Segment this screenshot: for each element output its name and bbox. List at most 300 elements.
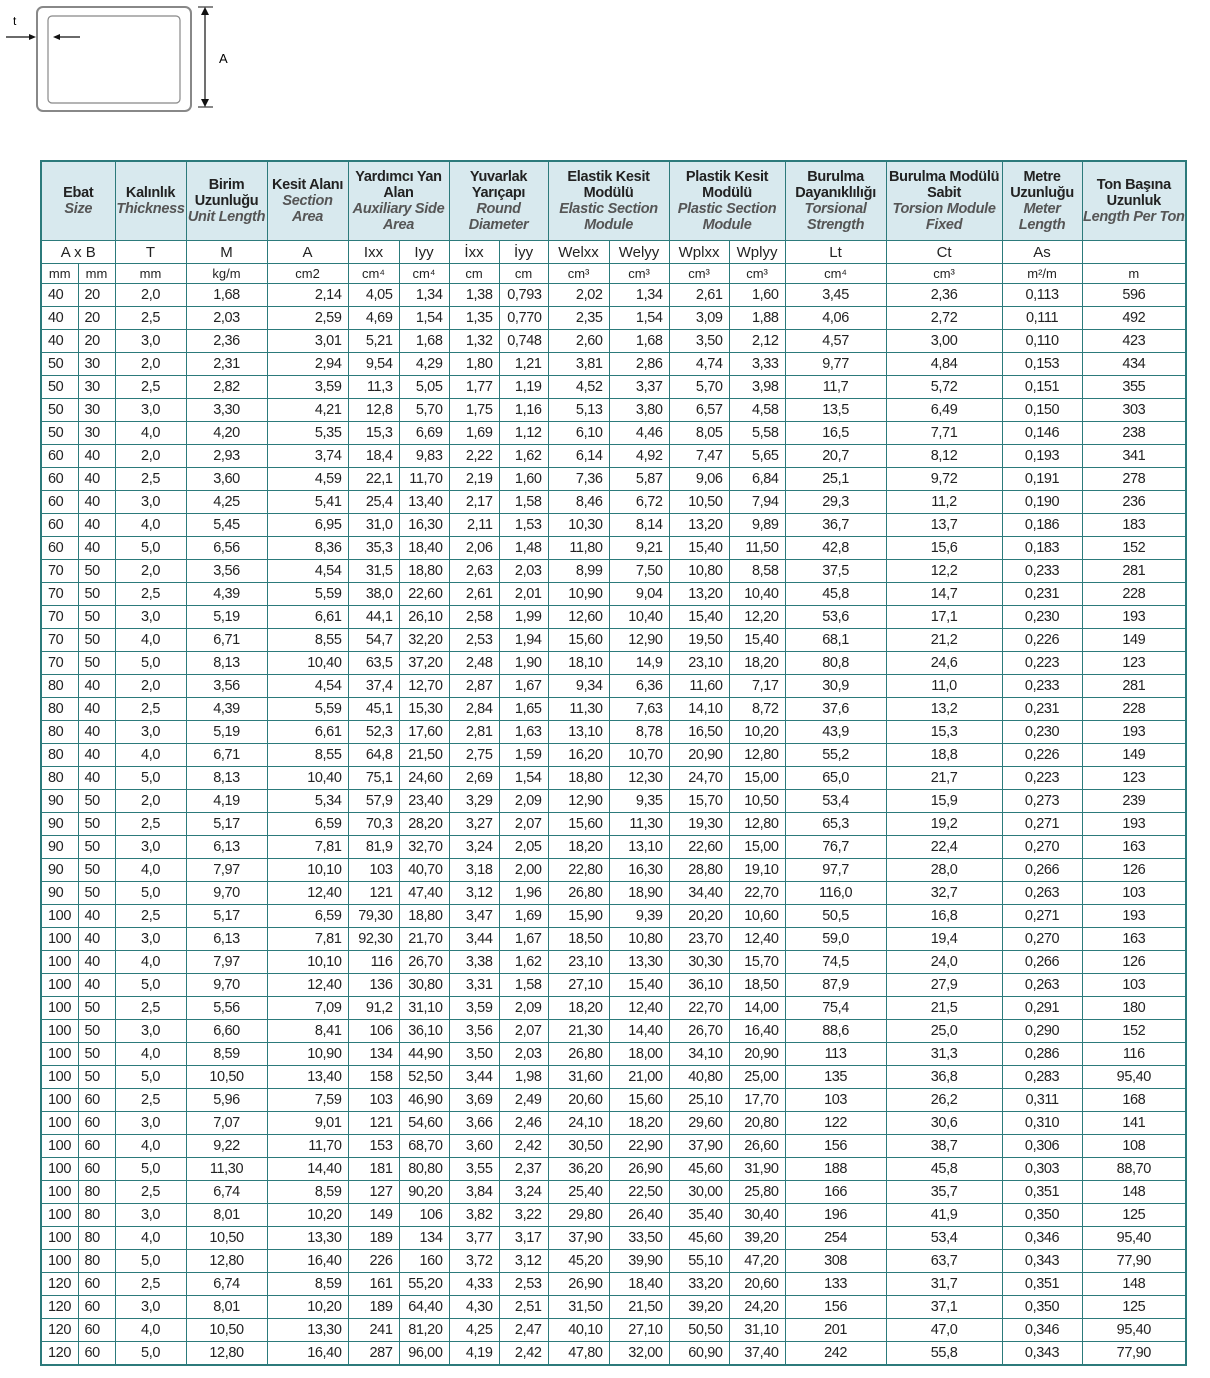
table-cell: 160 — [399, 1250, 449, 1273]
table-cell: 8,46 — [548, 491, 609, 514]
table-cell: 2,5 — [115, 997, 186, 1020]
table-cell: 53,6 — [785, 606, 886, 629]
table-cell: 4,0 — [115, 1135, 186, 1158]
table-cell: 2,75 — [449, 744, 499, 767]
table-cell: 5,72 — [886, 376, 1002, 399]
table-cell: 64,8 — [348, 744, 399, 767]
table-cell: 3,56 — [449, 1020, 499, 1043]
table-cell: 2,31 — [186, 353, 267, 376]
table-cell: 0,230 — [1002, 721, 1082, 744]
table-cell: 0,271 — [1002, 905, 1082, 928]
table-cell: 5,0 — [115, 767, 186, 790]
table-row — [41, 1112, 1186, 1135]
table-cell: 18,10 — [548, 652, 609, 675]
table-cell: 0,153 — [1002, 353, 1082, 376]
table-cell: 158 — [348, 1066, 399, 1089]
table-cell: 10,90 — [548, 583, 609, 606]
table-cell: 6,60 — [186, 1020, 267, 1043]
table-cell: 40 — [78, 468, 115, 491]
table-cell: 8,05 — [669, 422, 729, 445]
table-cell: 0,271 — [1002, 813, 1082, 836]
table-cell: 46,90 — [399, 1089, 449, 1112]
table-cell: 6,61 — [267, 721, 348, 744]
table-cell: 1,59 — [499, 744, 548, 767]
table-cell: 1,69 — [499, 905, 548, 928]
table-cell: 5,70 — [399, 399, 449, 422]
table-cell: 3,69 — [449, 1089, 499, 1112]
table-cell: 44,90 — [399, 1043, 449, 1066]
table-cell: 166 — [785, 1181, 886, 1204]
table-cell: 96,00 — [399, 1342, 449, 1366]
table-cell: 50 — [41, 376, 78, 399]
table-cell: 4,59 — [267, 468, 348, 491]
table-cell: 5,19 — [186, 721, 267, 744]
table-cell: 4,0 — [115, 422, 186, 445]
table-cell: 8,13 — [186, 767, 267, 790]
table-cell: 193 — [1082, 813, 1186, 836]
table-cell: 60 — [78, 1089, 115, 1112]
table-cell: 196 — [785, 1204, 886, 1227]
table-cell: 125 — [1082, 1296, 1186, 1319]
table-cell: 6,72 — [609, 491, 669, 514]
table-cell: 9,39 — [609, 905, 669, 928]
table-cell: 12,8 — [348, 399, 399, 422]
table-cell: 287 — [348, 1342, 399, 1366]
table-cell: 18,4 — [348, 445, 399, 468]
table-cell: 90 — [41, 859, 78, 882]
table-cell: 126 — [1082, 951, 1186, 974]
table-cell: 19,30 — [669, 813, 729, 836]
table-row — [41, 537, 1186, 560]
table-cell: 10,40 — [609, 606, 669, 629]
table-row — [41, 767, 1186, 790]
table-cell: 33,20 — [669, 1273, 729, 1296]
table-cell: 6,74 — [186, 1273, 267, 1296]
table-cell: 0,290 — [1002, 1020, 1082, 1043]
table-row — [41, 997, 1186, 1020]
table-cell: 6,56 — [186, 537, 267, 560]
table-cell: 278 — [1082, 468, 1186, 491]
table-cell: 189 — [348, 1227, 399, 1250]
table-cell: 18,80 — [399, 560, 449, 583]
table-cell: 25,4 — [348, 491, 399, 514]
table-cell: 341 — [1082, 445, 1186, 468]
table-cell: 1,77 — [449, 376, 499, 399]
table-cell: 0,770 — [499, 307, 548, 330]
table-cell: 5,58 — [729, 422, 785, 445]
table-cell: 6,49 — [886, 399, 1002, 422]
table-cell: 15,30 — [399, 698, 449, 721]
table-row — [41, 721, 1186, 744]
table-cell: 1,67 — [499, 928, 548, 951]
table-cell: 3,50 — [449, 1043, 499, 1066]
table-cell: 10,20 — [729, 721, 785, 744]
table-cell: 60 — [78, 1112, 115, 1135]
table-cell: 10,50 — [186, 1066, 267, 1089]
table-cell: 23,70 — [669, 928, 729, 951]
table-cell: 1,68 — [399, 330, 449, 353]
table-cell: 60 — [78, 1135, 115, 1158]
table-cell: 5,96 — [186, 1089, 267, 1112]
table-cell: 42,8 — [785, 537, 886, 560]
table-cell: 1,12 — [499, 422, 548, 445]
table-cell: 3,29 — [449, 790, 499, 813]
inner-profile-outline — [48, 16, 180, 103]
table-cell: 20,60 — [729, 1273, 785, 1296]
table-cell: 10,50 — [729, 790, 785, 813]
table-cell: 149 — [1082, 744, 1186, 767]
table-cell: 4,46 — [609, 422, 669, 445]
table-cell: 80 — [41, 698, 78, 721]
table-cell: 77,90 — [1082, 1250, 1186, 1273]
table-cell: 50 — [41, 353, 78, 376]
table-cell: 37,90 — [548, 1227, 609, 1250]
header-section-area: Kesit Alanı Section Area — [267, 161, 348, 241]
table-cell: 11,7 — [785, 376, 886, 399]
table-cell: 33,50 — [609, 1227, 669, 1250]
table-cell: 43,9 — [785, 721, 886, 744]
table-cell: 8,13 — [186, 652, 267, 675]
table-cell: 76,7 — [785, 836, 886, 859]
table-cell: 2,5 — [115, 1181, 186, 1204]
table-cell: 4,20 — [186, 422, 267, 445]
symbol-cell: Wplxx — [669, 241, 729, 264]
table-cell: 10,70 — [609, 744, 669, 767]
table-cell: 9,54 — [348, 353, 399, 376]
table-cell: 32,00 — [609, 1342, 669, 1366]
table-cell: 163 — [1082, 836, 1186, 859]
table-cell: 2,49 — [499, 1089, 548, 1112]
table-cell: 193 — [1082, 905, 1186, 928]
table-cell: 2,5 — [115, 1089, 186, 1112]
table-cell: 2,0 — [115, 353, 186, 376]
table-cell: 3,37 — [609, 376, 669, 399]
table-cell: 1,69 — [449, 422, 499, 445]
table-cell: 80 — [41, 675, 78, 698]
table-cell: 254 — [785, 1227, 886, 1250]
table-cell: 2,09 — [499, 997, 548, 1020]
table-cell: 32,70 — [399, 836, 449, 859]
table-row — [41, 1066, 1186, 1089]
table-cell: 3,56 — [186, 560, 267, 583]
table-cell: 125 — [1082, 1204, 1186, 1227]
table-cell: 12,80 — [729, 813, 785, 836]
table-cell: 22,90 — [609, 1135, 669, 1158]
table-cell: 3,82 — [449, 1204, 499, 1227]
table-row — [41, 1181, 1186, 1204]
table-cell: 3,50 — [669, 330, 729, 353]
table-cell: 5,56 — [186, 997, 267, 1020]
t-arrow-right-head — [53, 34, 60, 40]
table-cell: 181 — [348, 1158, 399, 1181]
table-cell: 2,59 — [267, 307, 348, 330]
table-cell: 24,70 — [669, 767, 729, 790]
table-cell: 1,58 — [499, 974, 548, 997]
table-row — [41, 1296, 1186, 1319]
table-cell: 149 — [1082, 629, 1186, 652]
table-cell: 2,87 — [449, 675, 499, 698]
table-cell: 20,90 — [729, 1043, 785, 1066]
table-cell: 0,286 — [1002, 1043, 1082, 1066]
table-cell: 2,03 — [499, 560, 548, 583]
table-row — [41, 1158, 1186, 1181]
table-cell: 3,0 — [115, 1296, 186, 1319]
table-cell: 1,58 — [499, 491, 548, 514]
table-cell: 434 — [1082, 353, 1186, 376]
table-cell: 2,5 — [115, 583, 186, 606]
table-cell: 25,00 — [729, 1066, 785, 1089]
table-cell: 20 — [78, 330, 115, 353]
table-cell: 6,59 — [267, 813, 348, 836]
table-cell: 45,8 — [785, 583, 886, 606]
table-cell: 8,12 — [886, 445, 1002, 468]
table-cell: 100 — [41, 928, 78, 951]
table-cell: 25,10 — [669, 1089, 729, 1112]
table-cell: 2,01 — [499, 583, 548, 606]
table-cell: 5,41 — [267, 491, 348, 514]
table-cell: 492 — [1082, 307, 1186, 330]
table-cell: 13,10 — [548, 721, 609, 744]
table-cell: 31,10 — [399, 997, 449, 1020]
table-cell: 16,20 — [548, 744, 609, 767]
table-cell: 2,5 — [115, 905, 186, 928]
table-cell: 100 — [41, 951, 78, 974]
table-cell: 0,183 — [1002, 537, 1082, 560]
table-cell: 7,09 — [267, 997, 348, 1020]
table-cell: 3,00 — [886, 330, 1002, 353]
table-cell: 2,03 — [499, 1043, 548, 1066]
table-cell: 2,36 — [186, 330, 267, 353]
table-cell: 4,19 — [186, 790, 267, 813]
table-cell: 39,20 — [669, 1296, 729, 1319]
table-cell: 31,10 — [729, 1319, 785, 1342]
table-cell: 0,346 — [1002, 1227, 1082, 1250]
table-cell: 50 — [78, 813, 115, 836]
table-cell: 156 — [785, 1296, 886, 1319]
table-cell: 50 — [78, 560, 115, 583]
table-row — [41, 1089, 1186, 1112]
table-cell: 10,40 — [729, 583, 785, 606]
table-cell: 15,90 — [548, 905, 609, 928]
table-cell: 122 — [785, 1112, 886, 1135]
table-cell: 40,10 — [548, 1319, 609, 1342]
table-cell: 19,4 — [886, 928, 1002, 951]
table-cell: 5,0 — [115, 882, 186, 905]
table-cell: 1,62 — [499, 445, 548, 468]
table-cell: 4,30 — [449, 1296, 499, 1319]
table-cell: 0,186 — [1002, 514, 1082, 537]
table-cell: 2,02 — [548, 284, 609, 307]
profile-diagram — [0, 0, 260, 120]
table-cell: 2,36 — [886, 284, 1002, 307]
table-cell: 2,58 — [449, 606, 499, 629]
table-cell: 45,20 — [548, 1250, 609, 1273]
table-cell: 239 — [1082, 790, 1186, 813]
table-cell: 2,5 — [115, 376, 186, 399]
unit-cell: kg/m — [186, 264, 267, 284]
table-cell: 2,63 — [449, 560, 499, 583]
table-cell: 308 — [785, 1250, 886, 1273]
table-cell: 70 — [41, 629, 78, 652]
table-cell: 11,30 — [186, 1158, 267, 1181]
table-cell: 2,37 — [499, 1158, 548, 1181]
table-cell: 31,50 — [548, 1296, 609, 1319]
table-cell: 40 — [78, 537, 115, 560]
table-cell: 90 — [41, 790, 78, 813]
table-cell: 29,80 — [548, 1204, 609, 1227]
table-cell: 4,84 — [886, 353, 1002, 376]
table-row — [41, 1342, 1186, 1366]
table-cell: 55,2 — [785, 744, 886, 767]
table-cell: 6,95 — [267, 514, 348, 537]
table-cell: 108 — [1082, 1135, 1186, 1158]
table-cell: 10,10 — [267, 859, 348, 882]
table-cell: 32,20 — [399, 629, 449, 652]
table-cell: 80,8 — [785, 652, 886, 675]
table-cell: 0,270 — [1002, 928, 1082, 951]
table-cell: 18,50 — [548, 928, 609, 951]
table-cell: 5,0 — [115, 1066, 186, 1089]
table-cell: 2,06 — [449, 537, 499, 560]
table-cell: 50 — [78, 1043, 115, 1066]
table-cell: 50 — [78, 997, 115, 1020]
table-cell: 29,60 — [669, 1112, 729, 1135]
table-cell: 11,80 — [548, 537, 609, 560]
table-cell: 63,7 — [886, 1250, 1002, 1273]
table-cell: 0,223 — [1002, 767, 1082, 790]
table-cell: 22,60 — [399, 583, 449, 606]
table-cell: 1,65 — [499, 698, 548, 721]
table-cell: 36,7 — [785, 514, 886, 537]
table-row — [41, 468, 1186, 491]
table-cell: 2,17 — [449, 491, 499, 514]
table-cell: 7,94 — [729, 491, 785, 514]
table-cell: 25,1 — [785, 468, 886, 491]
table-cell: 423 — [1082, 330, 1186, 353]
table-cell: 12,80 — [729, 744, 785, 767]
table-cell: 70,3 — [348, 813, 399, 836]
table-row — [41, 905, 1186, 928]
table-cell: 156 — [785, 1135, 886, 1158]
table-cell: 0,191 — [1002, 468, 1082, 491]
table-row — [41, 1250, 1186, 1273]
table-cell: 30,9 — [785, 675, 886, 698]
table-row — [41, 836, 1186, 859]
table-cell: 4,92 — [609, 445, 669, 468]
table-cell: 6,71 — [186, 629, 267, 652]
symbol-cell: Wplyy — [729, 241, 785, 264]
table-cell: 22,80 — [548, 859, 609, 882]
table-cell: 22,4 — [886, 836, 1002, 859]
table-cell: 10,50 — [186, 1319, 267, 1342]
table-cell: 0,350 — [1002, 1296, 1082, 1319]
table-cell: 12,2 — [886, 560, 1002, 583]
table-cell: 7,71 — [886, 422, 1002, 445]
table-cell: 6,74 — [186, 1181, 267, 1204]
table-cell: 120 — [41, 1273, 78, 1296]
table-cell: 47,20 — [729, 1250, 785, 1273]
profile-spec-table — [40, 160, 1187, 1366]
table-row — [41, 445, 1186, 468]
table-cell: 0,793 — [499, 284, 548, 307]
table-cell: 20 — [78, 307, 115, 330]
table-cell: 100 — [41, 974, 78, 997]
table-cell: 57,9 — [348, 790, 399, 813]
table-cell: 3,17 — [499, 1227, 548, 1250]
table-cell: 26,80 — [548, 1043, 609, 1066]
table-cell: 149 — [348, 1204, 399, 1227]
table-cell: 4,52 — [548, 376, 609, 399]
table-row — [41, 330, 1186, 353]
header-symbols-row — [41, 241, 1186, 264]
table-row — [41, 1273, 1186, 1296]
table-cell: 3,74 — [267, 445, 348, 468]
table-cell: 2,81 — [449, 721, 499, 744]
table-cell: 168 — [1082, 1089, 1186, 1112]
table-cell: 103 — [1082, 882, 1186, 905]
table-cell: 14,9 — [609, 652, 669, 675]
table-cell: 90 — [41, 836, 78, 859]
table-cell: 9,70 — [186, 974, 267, 997]
table-cell: 1,53 — [499, 514, 548, 537]
table-cell: 4,0 — [115, 1043, 186, 1066]
table-cell: 6,13 — [186, 836, 267, 859]
table-cell: 18,80 — [399, 905, 449, 928]
table-cell: 0,350 — [1002, 1204, 1082, 1227]
table-cell: 55,10 — [669, 1250, 729, 1273]
table-cell: 9,72 — [886, 468, 1002, 491]
header-meter-length: Metre Uzunluğu Meter Length — [1002, 161, 1082, 241]
table-cell: 0,311 — [1002, 1089, 1082, 1112]
table-cell: 1,75 — [449, 399, 499, 422]
table-row — [41, 928, 1186, 951]
table-cell: 4,33 — [449, 1273, 499, 1296]
table-cell: 4,0 — [115, 951, 186, 974]
table-cell: 14,7 — [886, 583, 1002, 606]
table-cell: 50 — [41, 422, 78, 445]
table-cell: 4,19 — [449, 1342, 499, 1366]
table-cell: 134 — [399, 1227, 449, 1250]
table-cell: 2,14 — [267, 284, 348, 307]
table-cell: 21,7 — [886, 767, 1002, 790]
table-cell: 1,35 — [449, 307, 499, 330]
table-cell: 50 — [78, 583, 115, 606]
table-cell: 120 — [41, 1296, 78, 1319]
header-labels-row — [41, 161, 1186, 241]
table-cell: 7,81 — [267, 928, 348, 951]
table-cell: 152 — [1082, 537, 1186, 560]
table-cell: 55,20 — [399, 1273, 449, 1296]
table-cell: 6,14 — [548, 445, 609, 468]
table-cell: 2,11 — [449, 514, 499, 537]
table-cell: 3,44 — [449, 928, 499, 951]
table-cell: 38,0 — [348, 583, 399, 606]
table-cell: 0,351 — [1002, 1181, 1082, 1204]
table-cell: 0,231 — [1002, 583, 1082, 606]
table-row — [41, 1319, 1186, 1342]
table-cell: 8,59 — [186, 1043, 267, 1066]
table-cell: 6,61 — [267, 606, 348, 629]
table-cell: 281 — [1082, 560, 1186, 583]
table-cell: 3,45 — [785, 284, 886, 307]
table-cell: 40 — [78, 905, 115, 928]
table-cell: 103 — [348, 859, 399, 882]
table-cell: 4,06 — [785, 307, 886, 330]
table-cell: 59,0 — [785, 928, 886, 951]
table-cell: 3,0 — [115, 399, 186, 422]
table-cell: 0,226 — [1002, 744, 1082, 767]
table-cell: 45,1 — [348, 698, 399, 721]
